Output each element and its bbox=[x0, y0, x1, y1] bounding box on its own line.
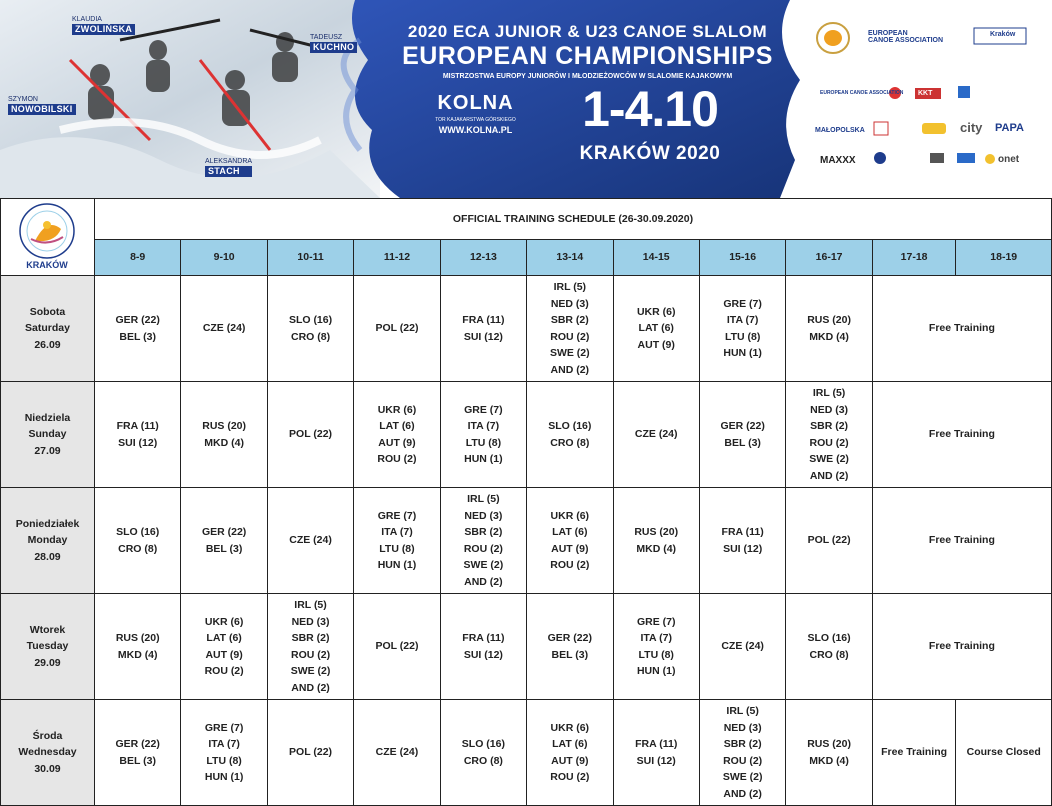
team-entry: AUT (9) bbox=[637, 338, 675, 351]
team-entry: HUN (1) bbox=[464, 453, 503, 465]
day-en: Sunday bbox=[28, 428, 67, 441]
team-entry: ROU (2) bbox=[550, 559, 590, 571]
event-subtitle: MISTRZOSTWA EUROPY JUNIORÓW I MŁODZIEŻOWCÓW W SLALOMIE KAJAKOWYM bbox=[442, 73, 733, 80]
team-entry: SUI (12) bbox=[636, 754, 676, 767]
team-entry: MKD (4) bbox=[117, 648, 158, 661]
time-slot-header: 13-14 bbox=[527, 239, 613, 275]
team-entry: BEL (3) bbox=[119, 330, 156, 343]
team-entry: ROU (2) bbox=[377, 453, 417, 465]
slot-cell bbox=[527, 700, 613, 806]
day-label-cell bbox=[1, 276, 95, 382]
day-label-cell bbox=[1, 594, 95, 700]
event-city: KRAKÓW 2020 bbox=[579, 143, 721, 164]
team-entry: FRA (11) bbox=[462, 314, 505, 326]
team-entry: POL (22) bbox=[807, 534, 851, 547]
team-entry: LTU (8) bbox=[379, 542, 415, 555]
slot-cell bbox=[440, 382, 526, 488]
slot-cell bbox=[354, 700, 440, 806]
slot-cell bbox=[440, 276, 526, 382]
team-entry: BEL (3) bbox=[119, 754, 156, 767]
team-entry: GER (22) bbox=[201, 526, 247, 538]
time-slot-header: 12-13 bbox=[440, 239, 526, 275]
athlete-first-name: KLAUDIA bbox=[72, 16, 102, 23]
team-entry: ROU (2) bbox=[723, 754, 763, 767]
team-entry: CRO (8) bbox=[809, 648, 849, 661]
logo-label: KRAKÓW bbox=[26, 260, 68, 270]
team-entry: SUI (12) bbox=[118, 436, 158, 449]
team-entry: SBR (2) bbox=[291, 632, 330, 644]
athlete-last-name: ZWOLIŃSKA bbox=[72, 24, 135, 35]
team-entry: IRL (5) bbox=[726, 705, 759, 717]
athlete-first-name: ALEKSANDRA bbox=[205, 158, 253, 165]
team-entry: HUN (1) bbox=[204, 771, 244, 783]
slot-cell bbox=[94, 488, 180, 594]
day-en: Monday bbox=[27, 534, 68, 547]
slot-cell bbox=[267, 276, 353, 382]
slot-cell bbox=[786, 488, 872, 594]
team-entry: MKD (4) bbox=[204, 436, 244, 449]
athlete-label-4 bbox=[205, 158, 252, 177]
team-entry: FRA (11) bbox=[635, 738, 678, 750]
slot-cell bbox=[94, 276, 180, 382]
team-entry: RUS (20) bbox=[807, 738, 851, 750]
athlete-last-name: STACH bbox=[205, 166, 252, 177]
slot-cell bbox=[613, 594, 699, 700]
maxxx-logo: MAXXX bbox=[820, 155, 856, 166]
team-entry: UKR (6) bbox=[550, 509, 590, 522]
team-entry: BEL (3) bbox=[724, 436, 761, 449]
team-entry: LAT (6) bbox=[379, 420, 415, 432]
team-entry: SBR (2) bbox=[464, 526, 503, 538]
slot-cell bbox=[699, 488, 785, 594]
team-entry: SUI (12) bbox=[723, 542, 763, 555]
team-entry: CZE (24) bbox=[375, 746, 419, 759]
team-entry: SWE (2) bbox=[290, 665, 331, 677]
team-entry: CZE (24) bbox=[634, 428, 678, 441]
team-entry: RUS (20) bbox=[634, 526, 679, 538]
team-entry: AND (2) bbox=[809, 469, 849, 482]
day-date: 30.09 bbox=[34, 762, 61, 775]
slot-cell bbox=[786, 594, 872, 700]
slot-cell bbox=[699, 382, 785, 488]
team-entry: ITA (7) bbox=[640, 632, 672, 644]
day-en: Tuesday bbox=[26, 640, 69, 653]
day-date: 27.09 bbox=[34, 444, 61, 457]
team-entry: POL (22) bbox=[375, 640, 419, 653]
slot-cell bbox=[786, 276, 872, 382]
team-entry: NED (3) bbox=[723, 721, 762, 734]
team-entry: HUN (1) bbox=[636, 665, 676, 677]
team-entry: GER (22) bbox=[115, 738, 160, 750]
slot-cell bbox=[440, 594, 526, 700]
slot-cell bbox=[613, 382, 699, 488]
slot-cell bbox=[181, 276, 267, 382]
krakow-logo: Kraków bbox=[990, 31, 1016, 38]
team-entry: POL (22) bbox=[375, 322, 419, 335]
team-entry: RUS (20) bbox=[202, 420, 246, 432]
team-entry: UKR (6) bbox=[377, 403, 417, 416]
team-entry: NED (3) bbox=[291, 615, 330, 628]
event-title-line2: EUROPEAN CHAMPIONSHIPS bbox=[402, 42, 773, 70]
team-entry: UKR (6) bbox=[636, 305, 676, 318]
team-entry: CRO (8) bbox=[118, 542, 158, 555]
team-entry: HUN (1) bbox=[377, 559, 417, 571]
schedule-title: OFFICIAL TRAINING SCHEDULE (26-30.09.2020) bbox=[94, 199, 1051, 240]
free-training-cell: Free Training bbox=[872, 276, 1051, 382]
slot-cell bbox=[527, 488, 613, 594]
team-entry: RUS (20) bbox=[115, 632, 160, 644]
team-entry: GER (22) bbox=[547, 632, 592, 644]
eca-line1: EUROPEAN bbox=[868, 30, 908, 37]
event-dates: 1-4.10 bbox=[582, 81, 718, 137]
slot-cell bbox=[267, 700, 353, 806]
time-slot-header: 8-9 bbox=[94, 239, 180, 275]
team-entry: SWE (2) bbox=[809, 453, 849, 465]
team-entry: CRO (8) bbox=[463, 754, 503, 767]
team-entry: ROU (2) bbox=[550, 771, 590, 783]
team-entry: ROU (2) bbox=[550, 330, 590, 343]
team-entry: GER (22) bbox=[720, 420, 765, 432]
time-slot-header: 9-10 bbox=[181, 239, 267, 275]
slot-cell bbox=[267, 594, 353, 700]
team-entry: LTU (8) bbox=[638, 648, 674, 661]
slot-cell bbox=[181, 382, 267, 488]
slot-cell bbox=[181, 594, 267, 700]
day-pl: Poniedziałek bbox=[15, 517, 80, 530]
team-entry: GRE (7) bbox=[204, 721, 244, 734]
athlete-first-name: SZYMON bbox=[8, 96, 38, 103]
team-entry: ITA (7) bbox=[467, 420, 500, 432]
team-entry: SWE (2) bbox=[549, 347, 590, 359]
free-training-cell: Free Training bbox=[872, 488, 1051, 594]
championship-logo bbox=[1, 199, 93, 275]
team-entry: ITA (7) bbox=[726, 314, 759, 326]
athlete-label-2 bbox=[310, 34, 357, 53]
team-entry: BEL (3) bbox=[551, 648, 589, 661]
team-entry: MKD (4) bbox=[809, 754, 849, 767]
team-entry: LTU (8) bbox=[206, 754, 242, 767]
team-entry: AUT (9) bbox=[551, 542, 589, 555]
team-entry: SUI (12) bbox=[463, 330, 503, 343]
day-row bbox=[1, 594, 1052, 700]
slot-cell bbox=[699, 700, 785, 806]
championship-logo-cell bbox=[1, 199, 95, 276]
team-entry: LTU (8) bbox=[724, 330, 761, 343]
team-entry: AND (2) bbox=[464, 575, 503, 588]
team-entry: NED (3) bbox=[550, 297, 589, 310]
day-row bbox=[1, 276, 1052, 382]
slot-cell bbox=[527, 594, 613, 700]
day-en: Saturday bbox=[25, 322, 70, 335]
team-entry: CZE (24) bbox=[721, 640, 764, 653]
kolna-logo bbox=[428, 92, 523, 135]
time-slot-header: 15-16 bbox=[699, 239, 785, 275]
course-closed-cell: Course Closed bbox=[956, 700, 1052, 806]
team-entry: CZE (24) bbox=[289, 534, 332, 547]
team-entry: SLO (16) bbox=[116, 526, 160, 538]
team-entry: ROU (2) bbox=[204, 665, 244, 677]
team-entry: GRE (7) bbox=[723, 297, 762, 310]
time-slot-header: 14-15 bbox=[613, 239, 699, 275]
day-date: 28.09 bbox=[34, 550, 61, 563]
city-logo: city bbox=[960, 120, 983, 135]
team-entry: AND (2) bbox=[291, 681, 330, 694]
team-entry: POL (22) bbox=[289, 746, 333, 759]
team-entry: NED (3) bbox=[810, 403, 849, 416]
day-pl: Sobota bbox=[29, 305, 66, 318]
team-entry: POL (22) bbox=[289, 428, 333, 441]
team-entry: IRL (5) bbox=[553, 281, 587, 293]
papa-logo: PAPA bbox=[995, 122, 1024, 134]
team-entry: HUN (1) bbox=[723, 347, 762, 359]
day-pl: Wtorek bbox=[29, 623, 66, 636]
team-entry: AUT (9) bbox=[205, 648, 243, 661]
team-entry: SLO (16) bbox=[807, 632, 851, 644]
time-slot-header: 10-11 bbox=[267, 239, 353, 275]
team-entry: MKD (4) bbox=[809, 330, 849, 343]
athlete-last-name: NOWOBILSKI bbox=[8, 104, 76, 115]
team-entry: ITA (7) bbox=[381, 526, 413, 538]
team-entry: SBR (2) bbox=[723, 738, 762, 750]
team-entry: AUT (9) bbox=[551, 754, 589, 767]
slot-cell bbox=[440, 488, 526, 594]
team-entry: UKR (6) bbox=[204, 615, 244, 628]
event-title-line1: 2020 ECA JUNIOR & U23 CANOE SLALOM bbox=[407, 22, 768, 41]
slot-cell bbox=[527, 276, 613, 382]
time-slot-header: 18-19 bbox=[956, 239, 1052, 275]
team-entry: LAT (6) bbox=[552, 738, 588, 750]
team-entry: ROU (2) bbox=[290, 648, 331, 661]
slot-cell bbox=[354, 276, 440, 382]
slot-cell bbox=[613, 488, 699, 594]
slot-cell bbox=[699, 594, 785, 700]
team-entry: AUT (9) bbox=[378, 436, 416, 449]
time-slot-header: 16-17 bbox=[786, 239, 872, 275]
team-entry: ITA (7) bbox=[208, 738, 240, 750]
athlete-label-3 bbox=[8, 96, 76, 115]
team-entry: AND (2) bbox=[723, 787, 762, 800]
team-entry: NED (3) bbox=[464, 509, 503, 522]
slot-cell bbox=[181, 700, 267, 806]
day-label-cell bbox=[1, 700, 95, 806]
time-slot-header-row bbox=[1, 239, 1052, 275]
team-entry: SWE (2) bbox=[722, 771, 763, 783]
eca-small-logo: EUROPEAN CANOE ASSOCIATION bbox=[820, 90, 904, 96]
day-row bbox=[1, 382, 1052, 488]
day-label-cell bbox=[1, 382, 95, 488]
free-training-cell: Free Training bbox=[872, 700, 956, 806]
event-banner bbox=[0, 0, 1052, 198]
kkt-logo: KKT bbox=[918, 90, 933, 97]
team-entry: SBR (2) bbox=[550, 314, 589, 326]
slot-cell bbox=[786, 382, 872, 488]
team-entry: IRL (5) bbox=[294, 599, 327, 611]
free-training-cell: Free Training bbox=[872, 382, 1051, 488]
team-entry: IRL (5) bbox=[812, 387, 846, 399]
slot-cell bbox=[786, 700, 872, 806]
slot-cell bbox=[94, 382, 180, 488]
onet-logo: onet bbox=[998, 154, 1020, 165]
day-pl: Środa bbox=[32, 729, 63, 742]
team-entry: GRE (7) bbox=[377, 509, 417, 522]
time-slot-header: 11-12 bbox=[354, 239, 440, 275]
athlete-last-name: KUCHNO bbox=[310, 42, 357, 53]
day-date: 26.09 bbox=[34, 338, 61, 351]
day-en: Wednesday bbox=[18, 746, 77, 759]
team-entry: SLO (16) bbox=[461, 738, 505, 750]
team-entry: CRO (8) bbox=[290, 330, 331, 343]
team-entry: IRL (5) bbox=[467, 493, 500, 505]
slot-cell bbox=[267, 488, 353, 594]
team-entry: GER (22) bbox=[115, 314, 160, 326]
eca-logo bbox=[868, 30, 943, 44]
day-date: 29.09 bbox=[34, 656, 61, 669]
malopolska-logo: MAŁOPOLSKA bbox=[815, 127, 865, 134]
team-entry: LAT (6) bbox=[638, 322, 674, 335]
team-entry: GRE (7) bbox=[464, 403, 503, 416]
team-entry: FRA (11) bbox=[721, 526, 764, 538]
time-slot-header: 17-18 bbox=[872, 239, 956, 275]
slot-cell bbox=[613, 700, 699, 806]
team-entry: LAT (6) bbox=[206, 632, 242, 644]
team-entry: CZE (24) bbox=[202, 322, 246, 335]
team-entry: UKR (6) bbox=[550, 721, 590, 734]
slot-cell bbox=[527, 382, 613, 488]
team-entry: SWE (2) bbox=[463, 559, 504, 571]
team-entry: BEL (3) bbox=[205, 542, 243, 555]
team-entry: SBR (2) bbox=[810, 420, 849, 432]
team-entry: LAT (6) bbox=[552, 526, 588, 538]
slot-cell bbox=[613, 276, 699, 382]
team-entry: FRA (11) bbox=[462, 632, 505, 644]
athlete-label-1 bbox=[72, 16, 135, 35]
team-entry: ROU (2) bbox=[463, 542, 503, 555]
athlete-first-name: TADEUSZ bbox=[310, 34, 343, 41]
day-pl: Niedziela bbox=[24, 411, 71, 424]
kolna-url: WWW.KOLNA.PL bbox=[438, 125, 513, 135]
slot-cell bbox=[354, 594, 440, 700]
team-entry: CRO (8) bbox=[550, 436, 590, 449]
slot-cell bbox=[354, 488, 440, 594]
slot-cell bbox=[94, 594, 180, 700]
day-row bbox=[1, 488, 1052, 594]
free-training-cell: Free Training bbox=[872, 594, 1051, 700]
team-entry: ROU (2) bbox=[809, 436, 849, 449]
kolna-name: KOLNA bbox=[437, 92, 514, 114]
team-entry: SUI (12) bbox=[463, 648, 503, 661]
training-schedule-table bbox=[0, 198, 1052, 806]
team-entry: SLO (16) bbox=[288, 314, 333, 326]
slot-cell bbox=[699, 276, 785, 382]
team-entry: AND (2) bbox=[550, 363, 590, 376]
team-entry: GRE (7) bbox=[636, 615, 676, 628]
slot-cell bbox=[181, 488, 267, 594]
day-row bbox=[1, 700, 1052, 806]
kolna-tagline: TOR KAJAKARSTWA GÓRSKIEGO bbox=[435, 117, 516, 123]
slot-cell bbox=[354, 382, 440, 488]
team-entry: RUS (20) bbox=[807, 314, 851, 326]
day-label-cell bbox=[1, 488, 95, 594]
eca-line2: CANOE ASSOCIATION bbox=[868, 37, 944, 44]
team-entry: MKD (4) bbox=[636, 542, 677, 555]
team-entry: LTU (8) bbox=[465, 436, 502, 449]
slot-cell bbox=[267, 382, 353, 488]
team-entry: FRA (11) bbox=[116, 420, 159, 432]
slot-cell bbox=[94, 700, 180, 806]
slot-cell bbox=[440, 700, 526, 806]
team-entry: SLO (16) bbox=[548, 420, 592, 432]
